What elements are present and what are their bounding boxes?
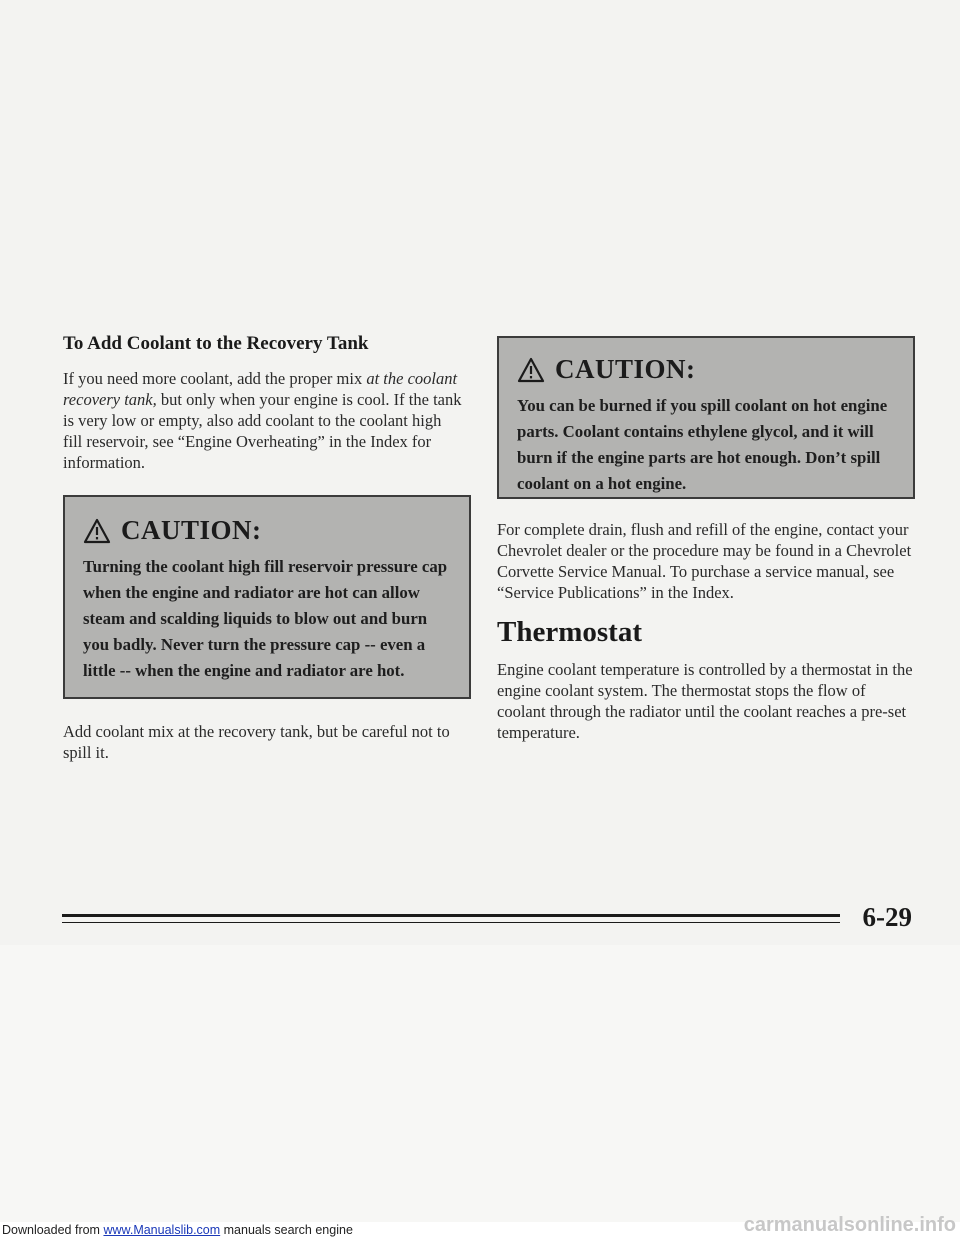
footer-rule-thick [62, 914, 840, 917]
caution-title: CAUTION: [555, 354, 696, 384]
intro-paragraph [63, 368, 463, 473]
caution-box-spill [497, 336, 915, 499]
subheading-add-coolant: To Add Coolant to the Recovery Tank [63, 333, 369, 354]
caution-text: You can be burned if you spill coolant on hot engine parts. Coolant contains ethylene glycol, and it will burn if the engine parts are hot enough. Don’t spill coolant on a hot engine. [517, 396, 888, 493]
page-footer-rule [62, 900, 912, 945]
caution-header [83, 515, 451, 546]
caution-header [517, 354, 895, 385]
caution-box-pressure-cap [63, 495, 471, 699]
intro-text-1: If you need more coolant, add the proper mix [63, 369, 367, 388]
after-caution-paragraph: Add coolant mix at the recovery tank, but be careful not to spill it. [63, 722, 450, 762]
footer-rule-thin [62, 922, 840, 923]
page-number: 6-29 [862, 902, 912, 932]
footer-suffix: manuals search engine [220, 1223, 353, 1237]
left-column [63, 332, 463, 763]
intro-text-2: but only when your engine is cool. If the tank is very low or empty, also add coolant to the coolant high fill reservoir, see “Engine Overheating” in the Index for information. [63, 390, 462, 472]
warning-triangle-icon [83, 518, 111, 544]
download-footer [0, 1214, 960, 1242]
footer-prefix: Downloaded from [2, 1223, 104, 1237]
intro-italic: at the coolant recovery tank, [63, 369, 458, 409]
right-column [497, 336, 913, 743]
caution-title: CAUTION: [121, 515, 262, 545]
section-title-thermostat: Thermostat [497, 616, 642, 648]
caution-text: Turning the coolant high fill reservoir pressure cap when the engine and radiator are hot can allow steam and scalding liquids to blow out and burn you badly. Never turn the pressure cap -- even a little -- when the engine and radiator are hot. [83, 557, 448, 680]
drain-paragraph: For complete drain, flush and refill of the engine, contact your Chevrolet dealer or the procedure may be found in a Chevrolet Corvette Service Manual. To purchase a service manual, see “Service Publications” in the Index. [497, 520, 912, 602]
manualslib-link[interactable]: www.Manualslib.com [103, 1223, 221, 1237]
watermark-logo: carmanualsonline.info [743, 1214, 956, 1236]
footer-credit [2, 1223, 353, 1237]
warning-triangle-icon [517, 357, 545, 383]
thermostat-paragraph: Engine coolant temperature is controlled by a thermostat in the engine coolant system. The thermostat stops the flow of coolant through the radiator until the coolant reaches a pre-set temperature. [497, 660, 913, 742]
